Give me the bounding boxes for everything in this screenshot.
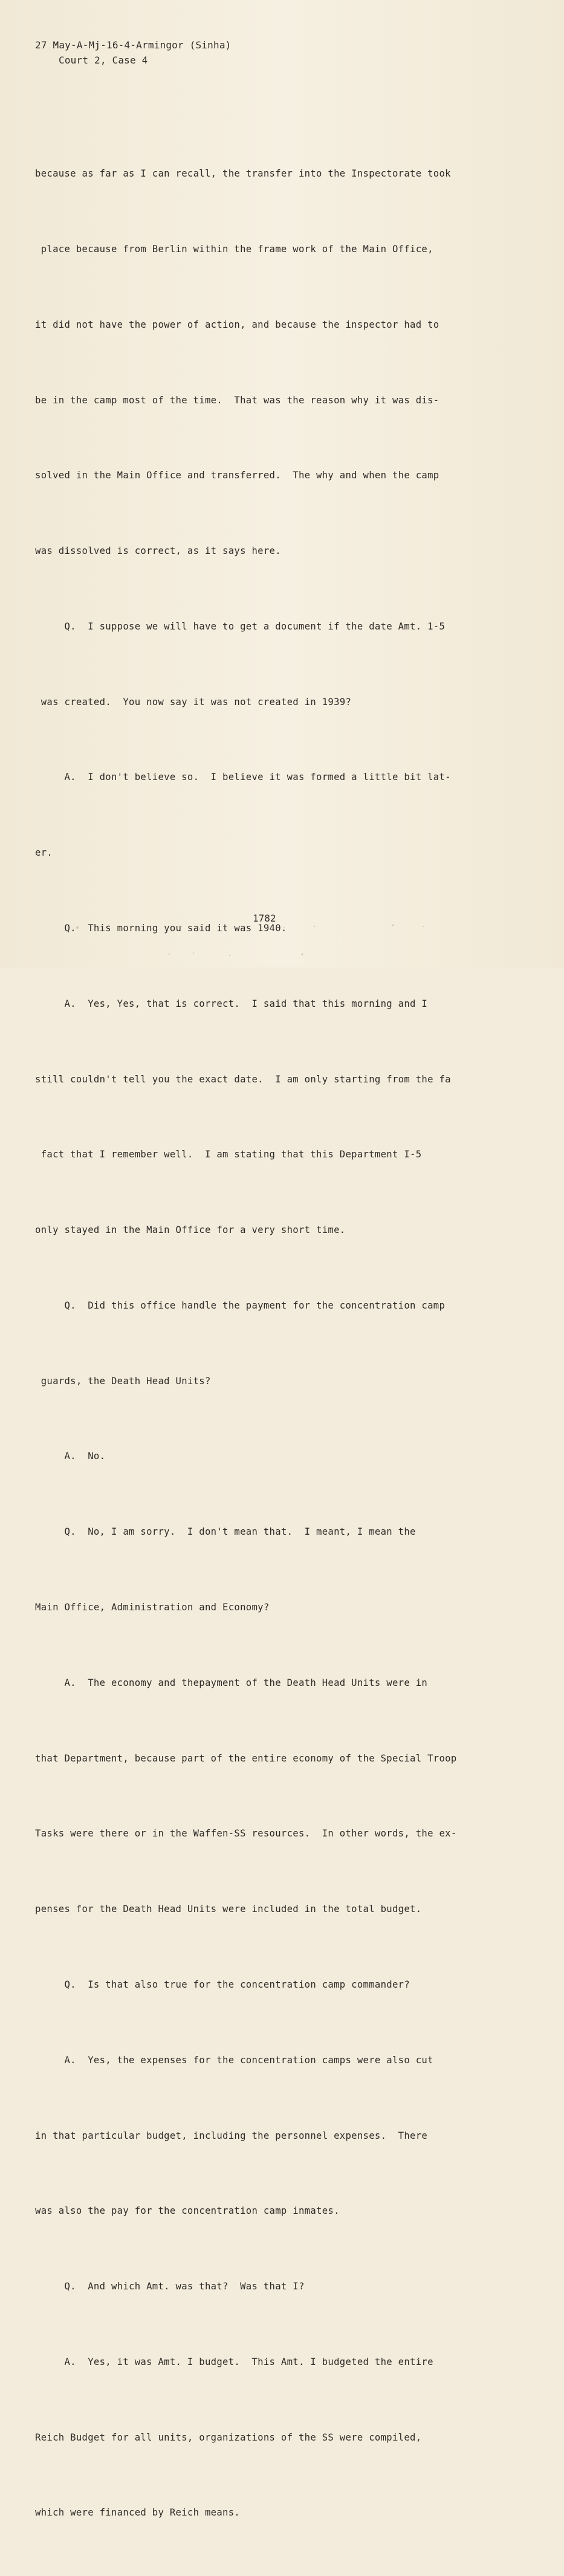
transcript-line: Q. And which Amt. was that? Was that I? xyxy=(35,2281,305,2292)
transcript-line: be in the camp most of the time. That was the reason why it was dis- xyxy=(35,394,439,406)
transcript-line: it did not have the power of action, and because the inspector had to xyxy=(35,319,439,330)
transcript-line: fact that I remember well. I am stating that this Department I-5 xyxy=(35,1149,422,1160)
transcript-body xyxy=(35,111,519,2576)
transcript-line: guards, the Death Head Units? xyxy=(35,1375,211,1387)
transcript-line: Main Office, Administration and Economy? xyxy=(35,1602,270,1613)
transcript-line: A. I don't believe so. I believe it was formed a little bit lat- xyxy=(35,772,451,783)
transcript-line: A. No. xyxy=(35,1451,106,1462)
transcript-line: place because from Berlin within the frame work of the Main Office, xyxy=(35,243,433,255)
transcript-line: A. The economy and thepayment of the Death Head Units were in xyxy=(35,1677,428,1688)
document-header xyxy=(35,37,231,68)
transcript-line: that Department, because part of the entire economy of the Special Troop xyxy=(35,1752,457,1764)
transcript-line: in that particular budget, including the personnel expenses. There xyxy=(35,2130,428,2141)
transcript-line: A. Yes, the expenses for the concentration camps were also cut xyxy=(35,2054,433,2066)
transcript-line: Reich Budget for all units, organizations of the SS were compiled, xyxy=(35,2431,422,2443)
transcript-line: penses for the Death Head Units were included in the total budget. xyxy=(35,1904,422,1915)
header-reference-line: 27 May-A-Mj-16-4-Armingor (Sinha) xyxy=(35,39,232,51)
transcript-line: because as far as I can recall, the transfer into the Inspectorate took xyxy=(35,168,451,180)
page-number: 1782 xyxy=(253,912,276,924)
transcript-line: A. Yes, it was Amt. I budget. This Amt. I budgeted the entire xyxy=(35,2356,433,2367)
transcript-line: only stayed in the Main Office for a very short time. xyxy=(35,1225,346,1236)
transcript-line: er. xyxy=(35,847,53,859)
transcript-line: was dissolved is correct, as it says here. xyxy=(35,545,281,557)
transcript-line: Q. No, I am sorry. I don't mean that. I meant, I mean the xyxy=(35,1526,416,1538)
header-court-case-line: Court 2, Case 4 xyxy=(59,54,148,66)
transcript-line: solved in the Main Office and transferred. The why and when the camp xyxy=(35,470,439,481)
transcript-line: still couldn't tell you the exact date. I am only starting from the fa xyxy=(35,1073,451,1085)
transcript-line: Q. Is that also true for the concentration camp commander? xyxy=(35,1979,410,1990)
bleed-through-smudge xyxy=(0,919,564,968)
transcript-line: A. Yes, Yes, that is correct. I said that this morning and I xyxy=(35,998,428,1009)
transcript-line: was created. You now say it was not created in 1939? xyxy=(35,696,352,707)
transcript-line: was also the pay for the concentration camp inmates. xyxy=(35,2205,340,2217)
transcript-line: Tasks were there or in the Waffen-SS resources. In other words, the ex- xyxy=(35,1828,457,1839)
transcript-line: Q. This morning you said it was 1940. xyxy=(35,923,287,934)
transcript-line: Q. I suppose we will have to get a document if the date Amt. 1-5 xyxy=(35,620,446,632)
transcript-line: Q. Did this office handle the payment for the concentration camp xyxy=(35,1299,446,1311)
transcript-line: which were financed by Reich means. xyxy=(35,2507,241,2519)
